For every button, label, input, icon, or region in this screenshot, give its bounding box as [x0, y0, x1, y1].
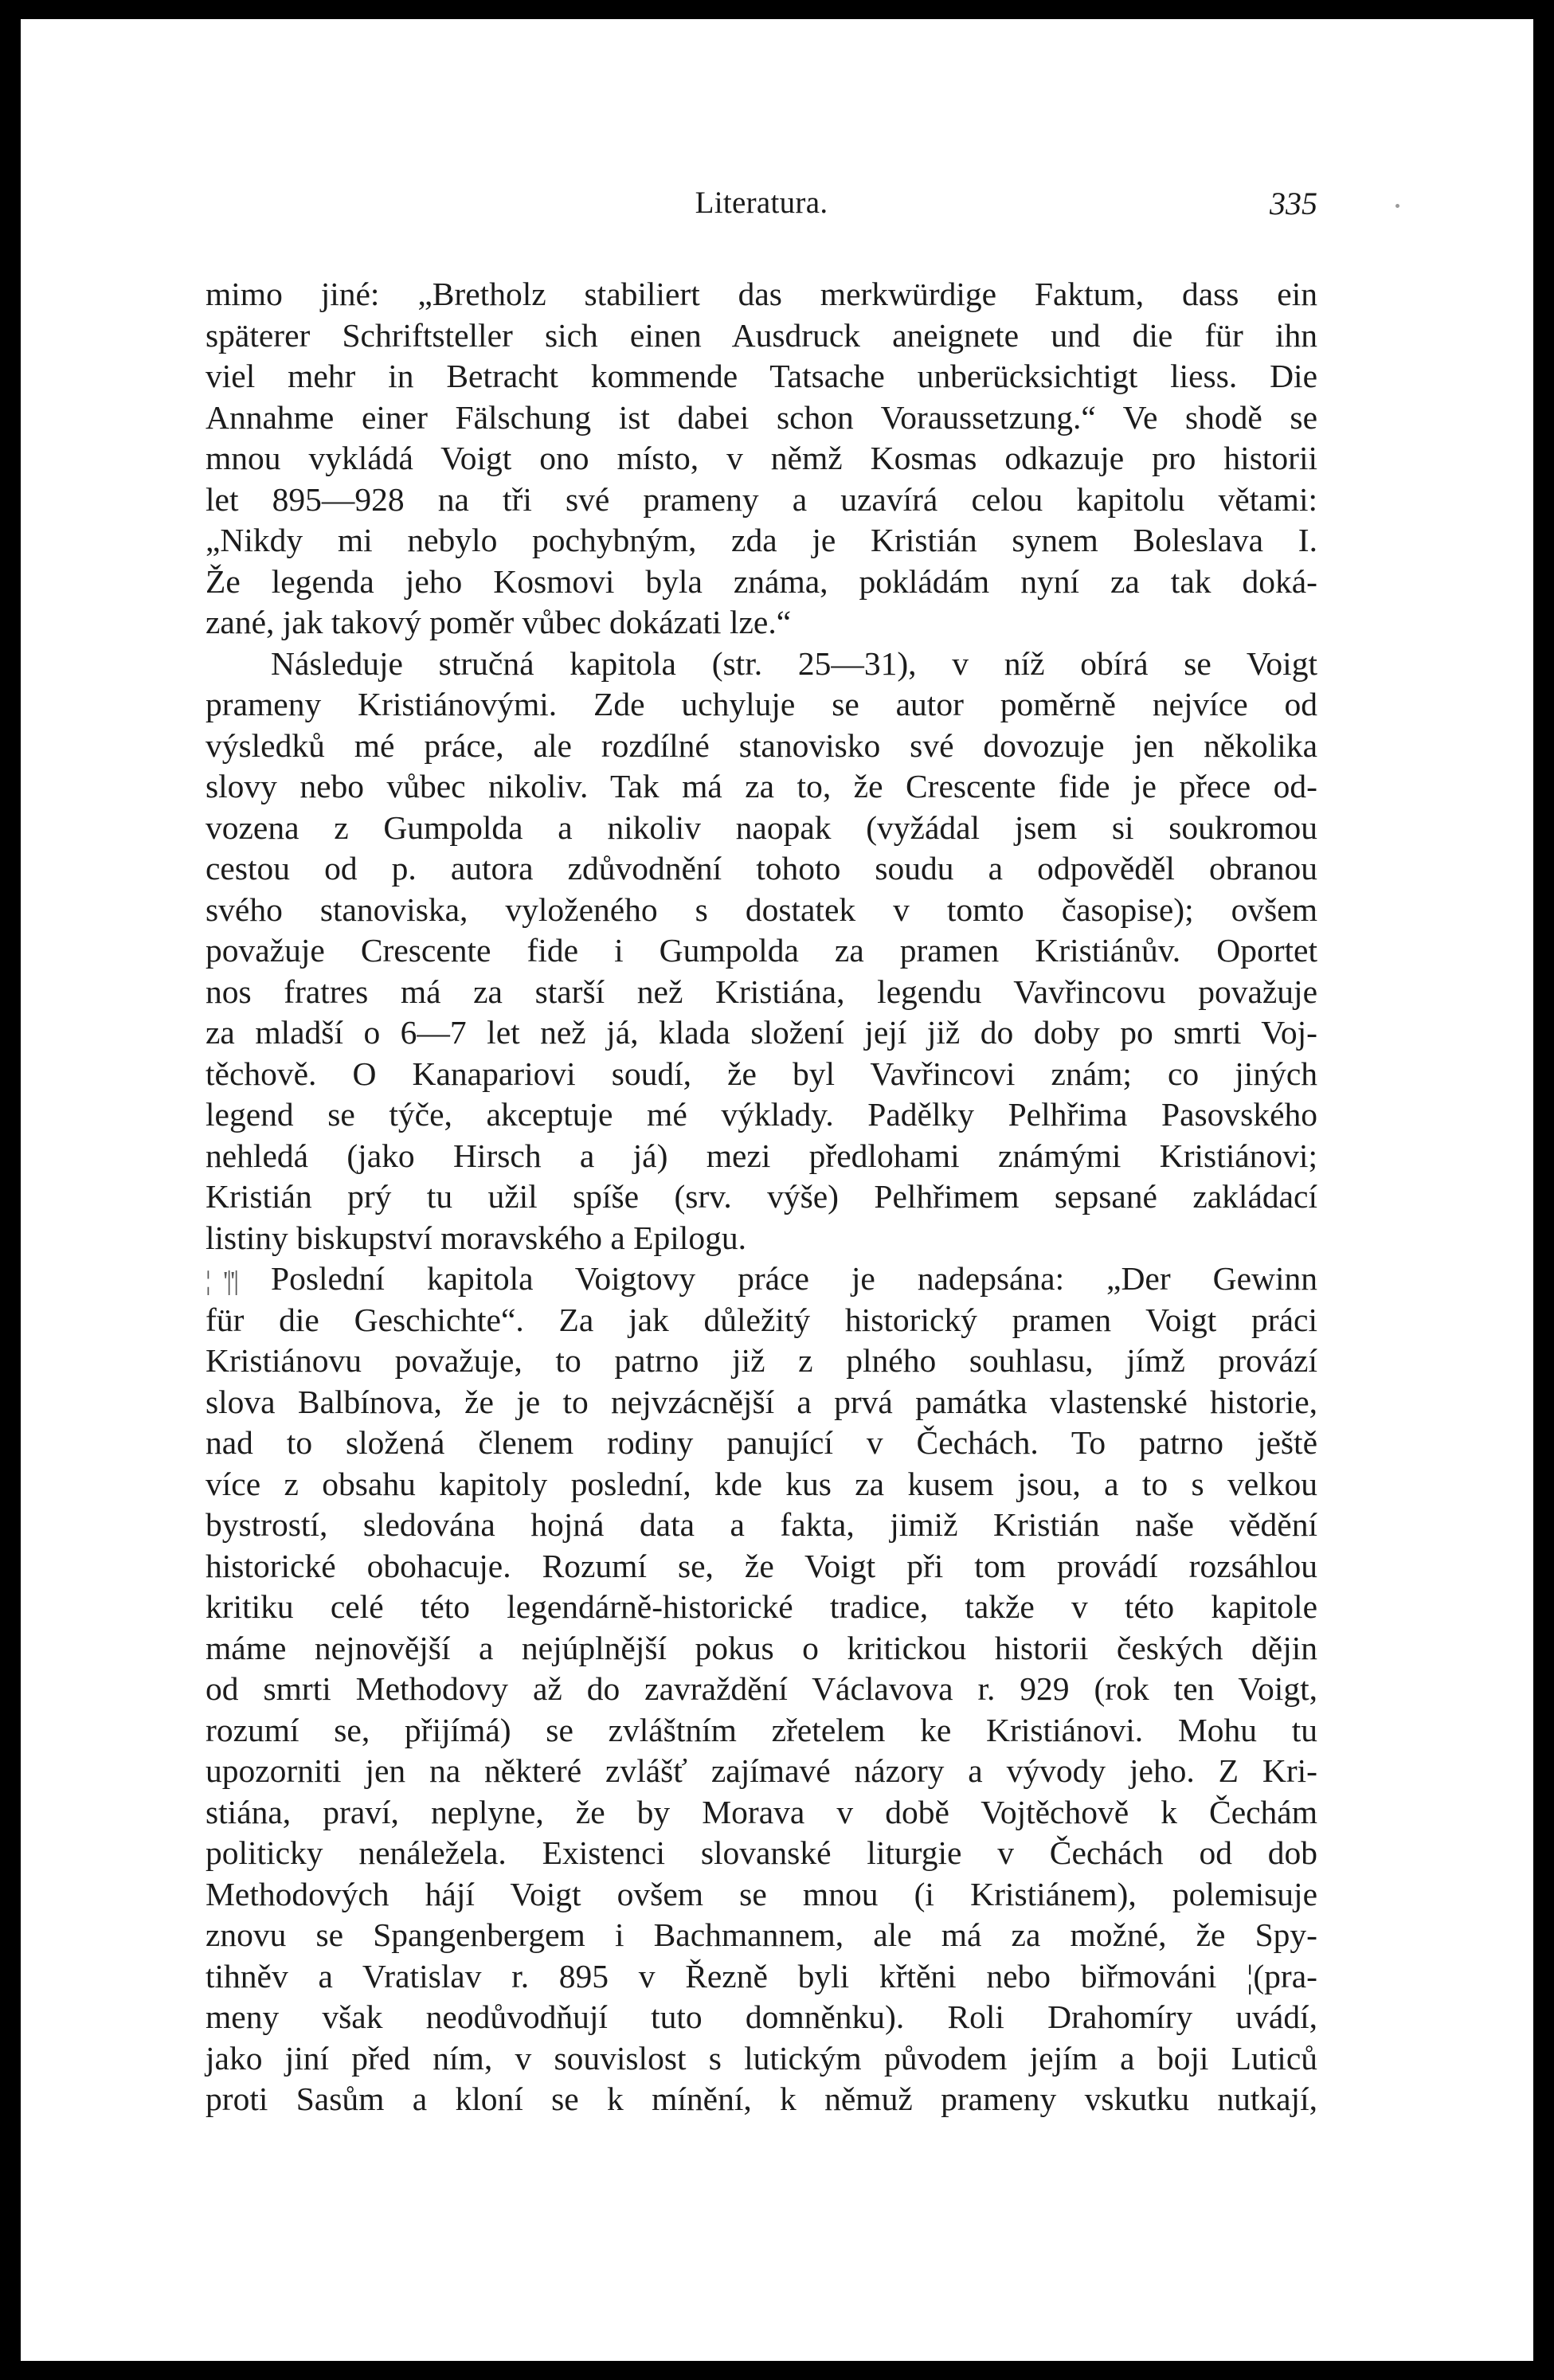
running-title: Literatura.: [695, 186, 828, 220]
text-line: [206, 1259, 1317, 1300]
text-line: nehledá (jako Hirsch a já) mezi předlohami známými Kristiánovi;: [206, 1137, 1317, 1174]
text-line: tihněv a Vratislav r. 895 v Řezně byli křtěni nebo biřmováni ¦(pra-: [206, 1957, 1317, 1994]
text-line: bystrostí, sledována hojná data a fakta, jimiž Kristián naše vědění: [206, 1506, 1317, 1543]
text-line: listiny biskupství moravského a Epilogu.: [206, 1219, 746, 1256]
text-line: prameny Kristiánovými. Zde uchyluje se autor poměrně nejvíce od: [206, 686, 1317, 722]
text-line: od smrti Methodovy až do zavraždění Václavova r. 929 (rok ten Voigt,: [206, 1670, 1317, 1707]
text-line: zané, jak takový poměr vůbec dokázati lze.“: [206, 604, 792, 640]
text-line: späterer Schriftsteller sich einen Ausdruck aneignete und die für ihn: [206, 316, 1317, 354]
text-line: Annahme einer Fälschung ist dabei schon Voraussetzung.“ Ve shodě se: [206, 398, 1317, 436]
text-line: nad to složená členem rodiny panující v Čechách. To patrno ještě: [206, 1424, 1317, 1461]
text-line: slova Balbínova, že je to nejvzácnější a prvá památka vlastenské historie,: [206, 1383, 1317, 1420]
text-line: Methodových hájí Voigt ovšem se mnou (i Kristiánem), polemisuje: [206, 1875, 1317, 1912]
text-line: cestou od p. autora zdůvodnění tohoto soudu a odpověděl obranou: [206, 850, 1317, 887]
text-line: politicky nenáležela. Existenci slovanské liturgie v Čechách od dob: [206, 1834, 1317, 1871]
text-line: let 895—928 na tři své prameny a uzavírá celou kapitolu větami:: [206, 480, 1317, 518]
marginal-mark: ¦ '|'|: [206, 1266, 237, 1296]
ink-speck: [1395, 204, 1399, 208]
text-line: legend se týče, akceptuje mé výklady. Padělky Pelhřima Pasovského: [206, 1096, 1317, 1133]
text-line: nos fratres má za starší než Kristiána, legendu Vavřincovu považuje: [206, 973, 1317, 1010]
text-line: Následuje stručná kapitola (str. 25—31), v níž obírá se Voigt: [271, 644, 1317, 682]
text-line: považuje Crescente fide i Gumpolda za pramen Kristiánův. Oportet: [206, 932, 1317, 969]
text-line: Kristián prý tu užil spíše (srv. výše) Pelhřimem sepsané zakládací: [206, 1178, 1317, 1215]
text-line: mnou vykládá Voigt ono místo, v němž Kosmas odkazuje pro historii: [206, 440, 1317, 476]
text-line: Že legenda jeho Kosmovi byla známa, pokládám nyní za tak doká-: [206, 562, 1317, 600]
paragraph: [206, 274, 1317, 644]
text-line: meny však neodůvodňují tuto domněnku). Roli Drahomíry uvádí,: [206, 1998, 1317, 2035]
text-line: mimo jiné: „Bretholz stabiliert das merkwürdige Faktum, dass ein: [206, 276, 1317, 312]
text-line: za mladší o 6—7 let než já, klada složení její již do doby po smrti Voj-: [206, 1014, 1317, 1051]
text-line: upozorniti jen na některé zvlášť zajímavé názory a vývody jeho. Z Kri-: [206, 1752, 1317, 1789]
text-line: více z obsahu kapitoly poslední, kde kus za kusem jsou, a to s velkou: [206, 1465, 1317, 1502]
page-number: 335: [1270, 186, 1317, 221]
text-line: znovu se Spangenbergem i Bachmannem, ale má za možné, že Spy-: [206, 1916, 1317, 1953]
text-line: svého stanoviska, vyloženého s dostatek v tomto časopise); ovšem: [206, 891, 1317, 928]
text-line: máme nejnovější a nejúplnější pokus o kritickou historii českých dějin: [206, 1629, 1317, 1666]
text-line: stiána, praví, neplyne, že by Morava v době Vojtěchově k Čechám: [206, 1793, 1317, 1830]
text-line: viel mehr in Betracht kommende Tatsache unberücksichtigt liess. Die: [206, 358, 1317, 394]
text-line: rozumí se, přijímá) se zvláštním zřetelem ke Kristiánovi. Mohu tu: [206, 1711, 1317, 1748]
text-line: výsledků mé práce, ale rozdílné stanovisko své dovozuje jen několika: [206, 726, 1317, 764]
text-line: vozena z Gumpolda a nikoliv naopak (vyžádal jsem si soukromou: [206, 808, 1317, 846]
text-line: těchově. O Kanapariovi soudí, že byl Vavřincovi znám; co jiných: [206, 1055, 1317, 1092]
text-line: „Nikdy mi nebylo pochybným, zda je Kristián synem Boleslava I.: [206, 522, 1317, 558]
text-line: jako jiní před ním, v souvislost s lutickým původem jejím a boji Luticů: [206, 2039, 1317, 2077]
body-text: [206, 274, 1317, 2120]
page-header: [206, 185, 1317, 233]
text-line: historické obohacuje. Rozumí se, že Voigt při tom provádí rozsáhlou: [206, 1547, 1317, 1584]
text-line: kritiku celé této legendárně-historické tradice, takže v této kapitole: [206, 1588, 1317, 1625]
paragraph: [206, 1259, 1317, 2120]
paragraph: [206, 644, 1317, 1259]
text-line: slovy nebo vůbec nikoliv. Tak má za to, že Crescente fide je přece od-: [206, 768, 1317, 804]
text-line: für die Geschichte“. Za jak důležitý historický pramen Voigt práci: [206, 1301, 1317, 1338]
text-line: Kristiánovu považuje, to patrno již z plného souhlasu, jímž provází: [206, 1342, 1317, 1379]
text-line-content: Poslední kapitola Voigtovy práce je nadepsána: „Der Gewinn: [271, 1260, 1317, 1297]
text-line: proti Sasům a kloní se k mínění, k němuž prameny vskutku nutkají,: [206, 2081, 1317, 2117]
